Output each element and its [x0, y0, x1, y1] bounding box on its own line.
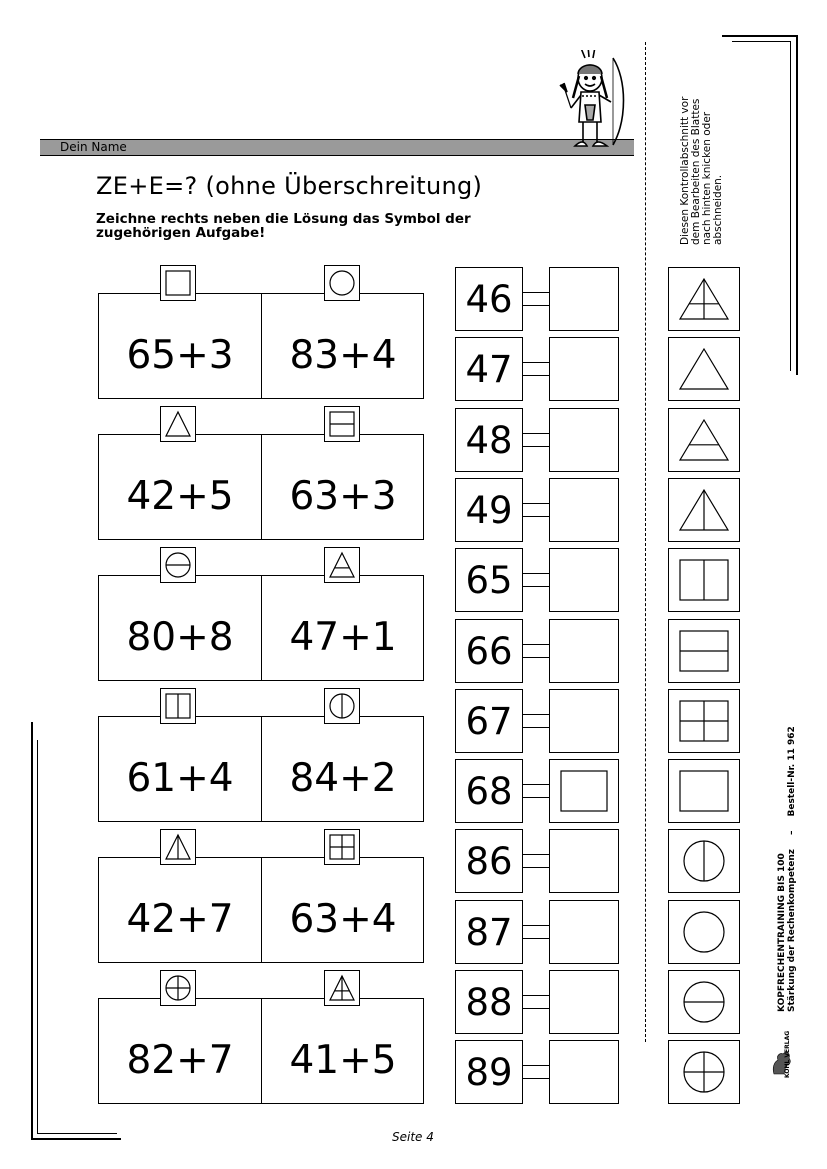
- answer-box[interactable]: [549, 619, 619, 683]
- connector-line: [523, 305, 550, 306]
- control-note-line-2: dem Bearbeiten des Blattes: [690, 98, 702, 245]
- task-symbol-right: [324, 406, 360, 442]
- square-icon: [669, 760, 739, 822]
- instruction-text: [96, 212, 516, 240]
- connector-line: [523, 1008, 550, 1009]
- frame-bottom-h1: [31, 1138, 121, 1140]
- task-symbol-right: [324, 547, 360, 583]
- connector-line: [523, 714, 550, 715]
- answer-box[interactable]: [549, 829, 619, 893]
- answer-number: 65: [455, 548, 523, 612]
- triangle-icon: [161, 407, 195, 441]
- task-symbol-right: [324, 829, 360, 865]
- answer-number: 68: [455, 759, 523, 823]
- task-symbol-left: [160, 265, 196, 301]
- task-expression-left: 42+7: [126, 897, 234, 942]
- connector-line: [523, 573, 550, 574]
- connector-line: [523, 657, 550, 658]
- task-symbol-right: [324, 688, 360, 724]
- frame-right-v1: [796, 35, 798, 375]
- frame-left-v1: [31, 722, 33, 1140]
- control-note: [680, 97, 724, 245]
- task-symbol-left: [160, 406, 196, 442]
- connector-line: [523, 503, 550, 504]
- triangle-cross-icon: [669, 268, 739, 330]
- answer-number: 87: [455, 900, 523, 964]
- connector-line: [523, 644, 550, 645]
- circle-icon: [325, 266, 359, 300]
- task-expression-right: 47+1: [289, 615, 397, 660]
- circle-cross-icon: [161, 971, 195, 1005]
- answer-box[interactable]: [549, 408, 619, 472]
- circle-icon: [669, 901, 739, 963]
- answer-box[interactable]: [549, 478, 619, 542]
- triangle-horizontal-icon: [325, 548, 359, 582]
- connector-line: [523, 375, 550, 376]
- connector-line: [523, 867, 550, 868]
- answer-box[interactable]: [549, 970, 619, 1034]
- circle-vertical-icon: [325, 689, 359, 723]
- fold-line: [645, 42, 646, 1042]
- control-box: [668, 408, 740, 472]
- task-expression-right: 84+2: [289, 756, 397, 801]
- control-box: [668, 478, 740, 542]
- answer-box[interactable]: [549, 689, 619, 753]
- control-box: [668, 619, 740, 683]
- circle-horizontal-icon: [669, 971, 739, 1033]
- connector-line: [523, 446, 550, 447]
- answer-box[interactable]: [549, 548, 619, 612]
- frame-top-right-h2: [732, 41, 790, 42]
- task-expression-left: 42+5: [126, 474, 234, 519]
- control-note-line-3: nach hinten knicken oder: [701, 111, 713, 245]
- publisher-line-1: KOPFRECHENTRAINING BIS 100: [777, 853, 787, 1012]
- frame-right-v2: [790, 41, 791, 371]
- task-symbol-left: [160, 970, 196, 1006]
- control-box: [668, 548, 740, 612]
- publisher-logo-text: KOHL VERLAG: [784, 1030, 791, 1078]
- publisher-info: [777, 726, 797, 1012]
- answer-number: 66: [455, 619, 523, 683]
- page-title: ZE+E=? (ohne Überschreitung): [96, 172, 483, 200]
- answer-number: 46: [455, 267, 523, 331]
- connector-line: [523, 938, 550, 939]
- connector-line: [523, 516, 550, 517]
- task-expression-left: 65+3: [126, 333, 234, 378]
- connector-line: [523, 995, 550, 996]
- task-symbol-left: [160, 688, 196, 724]
- task-symbol-right: [324, 970, 360, 1006]
- task-expression-right: 83+4: [289, 333, 397, 378]
- page-number: Seite 4: [392, 1130, 434, 1144]
- square-vertical-icon: [161, 689, 195, 723]
- instruction-line-2: zugehörigen Aufgabe!: [96, 225, 266, 241]
- control-note-line-1: Diesen Kontrollabschnitt vor: [679, 96, 691, 245]
- control-box: [668, 337, 740, 401]
- connector-line: [523, 797, 550, 798]
- order-number: Bestell-Nr. 11 962: [787, 726, 797, 817]
- triangle-vertical-icon: [669, 479, 739, 541]
- answer-number: 89: [455, 1040, 523, 1104]
- square-horizontal-icon: [669, 620, 739, 682]
- control-box: [668, 829, 740, 893]
- connector-line: [523, 854, 550, 855]
- control-box: [668, 970, 740, 1034]
- control-box: [668, 759, 740, 823]
- square-horizontal-icon: [325, 407, 359, 441]
- task-expression-right: 63+4: [289, 897, 397, 942]
- instruction-line-1: Zeichne rechts neben die Lösung das Symbol der: [96, 211, 471, 227]
- answer-number: 47: [455, 337, 523, 401]
- task-expression-right: 41+5: [289, 1038, 397, 1083]
- control-box: [668, 900, 740, 964]
- circle-horizontal-icon: [161, 548, 195, 582]
- task-expression-left: 61+4: [126, 756, 234, 801]
- connector-line: [523, 1065, 550, 1066]
- square-cross-icon: [325, 830, 359, 864]
- answer-box[interactable]: [549, 759, 619, 823]
- circle-vertical-icon: [669, 830, 739, 892]
- answer-number: 86: [455, 829, 523, 893]
- frame-top-right-h1: [722, 35, 796, 37]
- answer-box[interactable]: [549, 267, 619, 331]
- triangle-vertical-icon: [161, 830, 195, 864]
- mascot-illustration: [555, 50, 635, 160]
- square-icon: [550, 760, 618, 822]
- connector-line: [523, 292, 550, 293]
- task-expression-left: 82+7: [126, 1038, 234, 1083]
- control-box: [668, 1040, 740, 1104]
- control-box: [668, 689, 740, 753]
- answer-box[interactable]: [549, 900, 619, 964]
- connector-line: [523, 925, 550, 926]
- connector-line: [523, 784, 550, 785]
- answer-number: 67: [455, 689, 523, 753]
- connector-line: [523, 362, 550, 363]
- triangle-horizontal-icon: [669, 409, 739, 471]
- triangle-cross-icon: [325, 971, 359, 1005]
- task-symbol-right: [324, 265, 360, 301]
- task-symbol-left: [160, 829, 196, 865]
- connector-line: [523, 586, 550, 587]
- triangle-icon: [669, 338, 739, 400]
- square-vertical-icon: [669, 549, 739, 611]
- name-bar[interactable]: [40, 139, 634, 156]
- connector-line: [523, 1078, 550, 1079]
- circle-cross-icon: [669, 1041, 739, 1103]
- task-expression-right: 63+3: [289, 474, 397, 519]
- task-symbol-left: [160, 547, 196, 583]
- answer-box[interactable]: [549, 1040, 619, 1104]
- name-label: Dein Name: [60, 140, 127, 154]
- task-expression-left: 80+8: [126, 615, 234, 660]
- publisher-line-2: Stärkung der Rechenkompetenz: [787, 849, 797, 1012]
- square-cross-icon: [669, 690, 739, 752]
- answer-box[interactable]: [549, 337, 619, 401]
- square-icon: [161, 266, 195, 300]
- answer-number: 48: [455, 408, 523, 472]
- connector-line: [523, 433, 550, 434]
- frame-left-v2: [37, 740, 38, 1134]
- answer-number: 88: [455, 970, 523, 1034]
- frame-bottom-h2: [37, 1133, 117, 1134]
- publisher-dash: –: [787, 830, 797, 836]
- control-box: [668, 267, 740, 331]
- control-note-line-4: abschneiden.: [712, 174, 724, 245]
- connector-line: [523, 727, 550, 728]
- answer-number: 49: [455, 478, 523, 542]
